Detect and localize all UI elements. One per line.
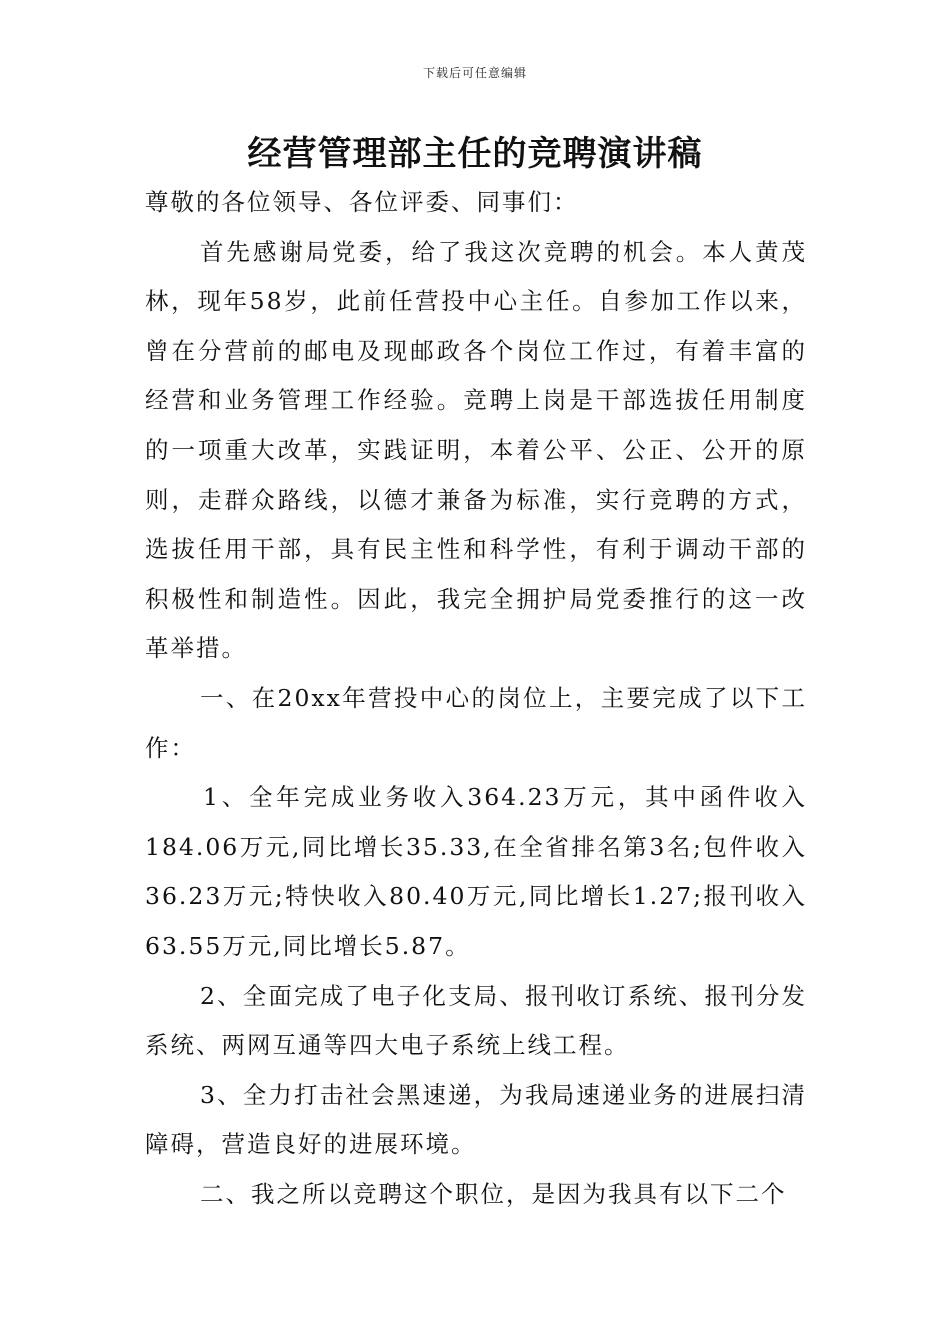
document-body [145, 178, 807, 1219]
paragraph-item-two: 2、全面完成了电子化支局、报刊收订系统、报刊分发系统、两网互通等四大电子系统上线工程。 [145, 981, 807, 1060]
paragraph-section-two-heading: 二、我之所以竞聘这个职位，是因为我具有以下二个 [200, 1179, 787, 1208]
salutation: 尊敬的各位领导、各位评委、同事们： [145, 188, 579, 216]
paragraph-item-one: 1、全年完成业务收入364.23万元，其中函件收入184.06万元,同比增长35.33,在全省排名第3名;包件收入36.23万元;特快收入80.40万元,同比增长1.27;报刊收入63.55万元,同比增长5.87。 [145, 783, 807, 960]
paragraph-section-one-heading: 一、在20xx年营投中心的岗位上，主要完成了以下工作： [145, 683, 807, 762]
header-note: 下载后可任意编辑 [422, 66, 527, 80]
paragraph-introduction: 首先感谢局党委，给了我这次竞聘的机会。本人黄茂林，现年58岁，此前任营投中心主任。自参加工作以来，曾在分营前的邮电及现邮政各个岗位工作过，有着丰富的经营和业务管理工作经验。竞聘上岗是干部选拔任用制度的一项重大改革，实践证明，本着公平、公正、公开的原则，走群众路线，以德才兼备为标准，实行竞聘的方式，选拔任用干部，具有民主性和科学性，有利于调动干部的积极性和制造性。因此，我完全拥护局党委推行的这一改革举措。 [145, 237, 807, 663]
document-title: 经营管理部主任的竞聘演讲稿 [247, 134, 703, 174]
paragraph-item-three: 3、全力打击社会黑速递，为我局速递业务的进展扫清障碍，营造良好的进展环境。 [145, 1080, 807, 1159]
